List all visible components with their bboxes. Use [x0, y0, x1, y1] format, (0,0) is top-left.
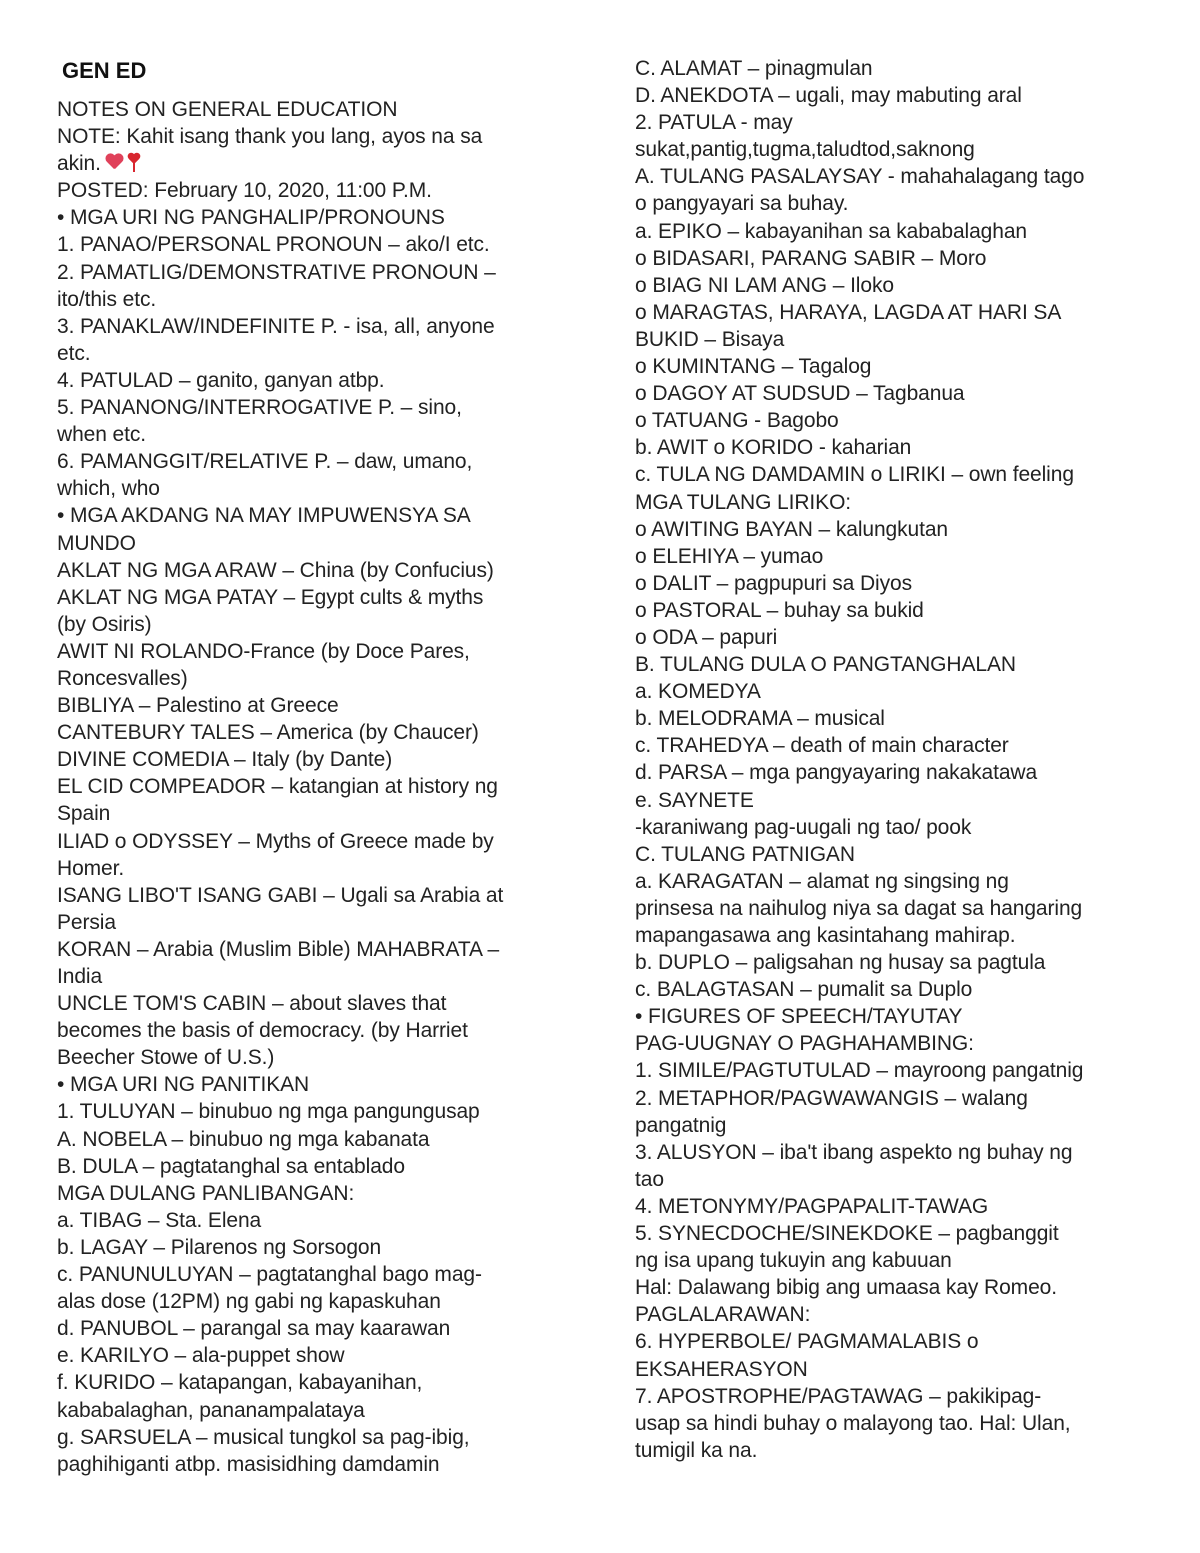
text-line: [635, 1437, 1084, 1464]
text-line: [57, 1207, 503, 1234]
text-line-content: 1. SIMILE/PAGTUTULAD – mayroong pangatnig: [635, 1059, 1084, 1083]
text-line-content: India: [57, 965, 103, 988]
text-line-content: POSTED: February 10, 2020, 11:00 P.M.: [57, 179, 432, 203]
text-line: [635, 1328, 1084, 1355]
text-line: [635, 759, 1084, 786]
text-line-content: b. LAGAY – Pilarenos ng Sorsogon: [57, 1235, 382, 1259]
text-line-content: D. ANEKDOTA – ugali, may mabuting aral: [635, 84, 1022, 108]
text-line: [635, 1247, 1084, 1274]
text-line: [635, 190, 1084, 217]
text-line-content: o DALIT – pagpupuri sa Diyos: [635, 571, 912, 595]
text-line: [57, 1234, 503, 1261]
text-line: [57, 963, 503, 990]
text-line: [57, 665, 503, 692]
text-line: [57, 557, 503, 584]
text-line-content: Persia: [57, 910, 116, 934]
text-line-content: CANTEBURY TALES – America (by Chaucer): [57, 721, 479, 745]
text-line: [57, 1098, 503, 1125]
text-line-content: B. TULANG DULA O PANGTANGHALAN: [635, 653, 1016, 677]
text-line: [635, 245, 1084, 272]
text-line: [57, 1261, 503, 1288]
text-line-content: akin.: [57, 152, 101, 176]
text-line: [635, 1166, 1084, 1193]
text-line: [57, 1369, 503, 1396]
text-line-content: • MGA URI NG PANITIKAN: [57, 1073, 310, 1097]
text-line: [57, 367, 503, 394]
text-line: [635, 489, 1084, 516]
text-line: [57, 177, 503, 204]
text-line: [57, 313, 503, 340]
text-line-content: f. KURIDO – katapangan, kabayanihan,: [57, 1371, 423, 1395]
text-line: [635, 218, 1084, 245]
text-line: [57, 1126, 503, 1153]
text-line-content: ito/this etc.: [57, 287, 157, 311]
text-line: [635, 895, 1084, 922]
text-line-content: o BIAG NI LAM ANG – Iloko: [635, 273, 894, 297]
text-line-content: when etc.: [57, 423, 146, 447]
text-line-content: Homer.: [57, 856, 125, 880]
text-line-content: g. SARSUELA – musical tungkol sa pag-ibig,: [57, 1425, 470, 1449]
text-line-content: c. BALAGTASAN – pumalit sa Duplo: [635, 978, 973, 1002]
text-line-content: e. SAYNETE: [635, 788, 754, 812]
text-line-content: MGA DULANG PANLIBANGAN:: [57, 1181, 355, 1205]
text-line-content: 3. PANAKLAW/INDEFINITE P. - isa, all, anyone: [57, 314, 495, 338]
text-line: [57, 1071, 503, 1098]
text-line-content: a. TIBAG – Sta. Elena: [57, 1208, 262, 1232]
text-line-content: sukat,pantig,tugma,taludtod,saknong: [635, 138, 975, 162]
sparkling-heart-icon: [105, 154, 124, 171]
text-line-content: o ELEHIYA – yumao: [635, 544, 824, 568]
text-line: [635, 868, 1084, 895]
text-line: [635, 516, 1084, 543]
text-line: [635, 407, 1084, 434]
text-line: [57, 1288, 503, 1315]
text-line-content: B. DULA – pagtatanghal sa entablado: [57, 1154, 405, 1178]
text-line: [57, 1153, 503, 1180]
text-line-content: o TATUANG - Bagobo: [635, 409, 839, 433]
text-line: [635, 380, 1084, 407]
text-line-content: 6. HYPERBOLE/ PAGMAMALABIS o: [635, 1330, 979, 1354]
text-line-content: A. TULANG PASALAYSAY - mahahalagang tago: [635, 165, 1085, 189]
text-line: [635, 55, 1084, 82]
text-line-content: BIBLIYA – Palestino at Greece: [57, 694, 339, 718]
text-line: [635, 949, 1084, 976]
text-line: [57, 1397, 503, 1424]
text-line-content: o BIDASARI, PARANG SABIR – Moro: [635, 246, 987, 270]
text-line-content: b. MELODRAMA – musical: [635, 707, 885, 731]
text-line-content: b. DUPLO – paligsahan ng husay sa pagtula: [635, 951, 1046, 975]
text-line-content: a. EPIKO – kabayanihan sa kababalaghan: [635, 219, 1027, 243]
text-line-content: MUNDO: [57, 531, 136, 555]
text-line-content: tao: [635, 1167, 664, 1191]
text-line: [635, 326, 1084, 353]
text-line: [57, 502, 503, 529]
text-line: [635, 922, 1084, 949]
text-line: [635, 1220, 1084, 1247]
text-line-content: becomes the basis of democracy. (by Harriet: [57, 1019, 468, 1043]
text-line-content: tumigil ka na.: [635, 1438, 758, 1462]
text-line: [635, 299, 1084, 326]
text-line-content: PAG-UUGNAY O PAGHAHAMBING:: [635, 1032, 974, 1056]
left-column-text: [57, 96, 503, 1478]
text-line: [635, 1383, 1084, 1410]
text-line: [635, 976, 1084, 1003]
text-line-content: 4. METONYMY/PAGPAPALIT-TAWAG: [635, 1194, 989, 1218]
text-line-content: EL CID COMPEADOR – katangian at history ng: [57, 775, 498, 799]
text-line-content: C. TULANG PATNIGAN: [635, 842, 855, 866]
text-line-content: Hal: Dalawang bibig ang umaasa kay Romeo.: [635, 1276, 1057, 1300]
text-line: [635, 705, 1084, 732]
text-line: [57, 828, 503, 855]
text-line: [635, 543, 1084, 570]
text-line: [635, 461, 1084, 488]
text-line: [635, 814, 1084, 841]
text-line-content: EKSAHERASYON: [635, 1357, 808, 1381]
text-line: [57, 204, 503, 231]
text-line-content: • MGA AKDANG NA MAY IMPUWENSYA SA: [57, 504, 471, 528]
text-line-content: o ODA – papuri: [635, 625, 778, 649]
text-line-content: o pangyayari sa buhay.: [635, 192, 849, 216]
text-line: [57, 855, 503, 882]
text-line: [635, 597, 1084, 624]
text-line: [57, 1017, 503, 1044]
text-line: [57, 394, 503, 421]
text-line-content: o DAGOY AT SUDSUD – Tagbanua: [635, 382, 965, 406]
text-line-content: o PASTORAL – buhay sa bukid: [635, 598, 924, 622]
text-line-content: 4. PATULAD – ganito, ganyan atbp.: [57, 368, 385, 392]
text-line: [635, 1057, 1084, 1084]
text-line-content: paghihiganti atbp. masisidhing damdamin: [57, 1452, 440, 1476]
text-line: [57, 1044, 503, 1071]
text-line: [57, 719, 503, 746]
text-line-content: C. ALAMAT – pinagmulan: [635, 57, 873, 80]
text-line-content: e. KARILYO – ala-puppet show: [57, 1344, 345, 1368]
text-line-content: o KUMINTANG – Tagalog: [635, 355, 872, 379]
text-line: [635, 1356, 1084, 1383]
text-line: [57, 611, 503, 638]
text-line: [635, 272, 1084, 299]
text-line: [635, 136, 1084, 163]
text-line: [57, 1342, 503, 1369]
text-line-content: mapangasawa ang kasintahang mahirap.: [635, 924, 1016, 947]
text-line-content: MGA TULANG LIRIKO:: [635, 490, 852, 514]
text-line: [57, 1315, 503, 1342]
text-line-content: BUKID – Bisaya: [635, 327, 785, 351]
text-line-content: A. NOBELA – binubuo ng mga kabanata: [57, 1127, 430, 1151]
text-line: [635, 841, 1084, 868]
text-line: [635, 1301, 1084, 1328]
text-line: [57, 123, 503, 150]
text-line-content: 3. ALUSYON – iba't ibang aspekto ng buhay ng: [635, 1140, 1073, 1164]
text-line-content: 6. PAMANGGIT/RELATIVE P. – daw, umano,: [57, 450, 473, 474]
text-line: [57, 1424, 503, 1451]
text-line-content: ILIAD o ODYSSEY – Myths of Greece made by: [57, 829, 494, 853]
text-line-content: Roncesvalles): [57, 666, 188, 690]
text-line: [635, 1085, 1084, 1112]
text-line: [57, 259, 503, 286]
text-line-content: 2. PATULA - may: [635, 111, 793, 135]
text-line: [57, 96, 503, 123]
text-line: [57, 990, 503, 1017]
text-line: [635, 1274, 1084, 1301]
text-line: [635, 434, 1084, 461]
text-line: [57, 909, 503, 936]
text-line: [635, 1003, 1084, 1030]
text-line-content: • MGA URI NG PANGHALIP/PRONOUNS: [57, 206, 445, 230]
text-line-content: AKLAT NG MGA ARAW – China (by Confucius): [57, 558, 494, 582]
text-line-content: (by Osiris): [57, 612, 152, 636]
text-line-content: NOTE: Kahit isang thank you lang, ayos na sa: [57, 125, 483, 149]
text-line: [57, 800, 503, 827]
text-line: [57, 1451, 503, 1478]
text-line: [635, 109, 1084, 136]
right-column-text: [635, 55, 1084, 1464]
text-line: [57, 1180, 503, 1207]
document-title: GEN ED: [62, 58, 147, 83]
text-line-content: Beecher Stowe of U.S.): [57, 1046, 275, 1070]
text-line: [57, 530, 503, 557]
text-line-content: c. PANUNULUYAN – pagtatanghal bago mag-: [57, 1263, 482, 1287]
text-line: [57, 448, 503, 475]
text-line: [57, 286, 503, 313]
text-line: [635, 163, 1084, 190]
text-line-content: Spain: [57, 802, 111, 826]
text-line-content: • FIGURES OF SPEECH/TAYUTAY: [635, 1005, 963, 1029]
text-line-content: alas dose (12PM) ng gabi ng kapaskuhan: [57, 1290, 441, 1314]
text-line: [57, 936, 503, 963]
text-line-content: 2. PAMATLIG/DEMONSTRATIVE PRONOUN –: [57, 260, 496, 284]
text-line-content: usap sa hindi buhay o malayong tao. Hal: Ulan,: [635, 1411, 1071, 1435]
text-line-content: b. AWIT o KORIDO - kaharian: [635, 436, 912, 460]
text-line: [635, 1193, 1084, 1220]
text-line: [635, 732, 1084, 759]
text-line: [57, 231, 503, 258]
text-line: [635, 1410, 1084, 1437]
text-line-content: 7. APOSTROPHE/PAGTAWAG – pakikipag-: [635, 1384, 1042, 1408]
text-line-content: pangatnig: [635, 1113, 727, 1137]
text-line: [57, 692, 503, 719]
text-line: [635, 651, 1084, 678]
text-line-content: 1. TULUYAN – binubuo ng mga pangungusap: [57, 1100, 480, 1124]
text-line-content: o AWITING BAYAN – kalungkutan: [635, 517, 949, 541]
text-line-content: 5. PANANONG/INTERROGATIVE P. – sino,: [57, 396, 462, 420]
text-line: [57, 882, 503, 909]
text-line-content: a. KOMEDYA: [635, 680, 761, 704]
text-line: [57, 584, 503, 611]
text-line: [57, 150, 503, 177]
text-line-content: AWIT NI ROLANDO-France (by Doce Pares,: [57, 639, 470, 663]
text-line-content: prinsesa na naihulog niya sa dagat sa hangaring: [635, 896, 1083, 920]
text-line: [635, 1139, 1084, 1166]
text-line: [635, 1030, 1084, 1057]
text-line-content: kababalaghan, pananampalataya: [57, 1398, 365, 1422]
text-line-content: KORAN – Arabia (Muslim Bible) MAHABRATA –: [57, 937, 500, 961]
text-line-content: NOTES ON GENERAL EDUCATION: [57, 98, 398, 121]
text-line-content: d. PARSA – mga pangyayaring nakakatawa: [635, 761, 1038, 785]
text-line: [57, 421, 503, 448]
text-line-content: o MARAGTAS, HARAYA, LAGDA AT HARI SA: [635, 300, 1062, 324]
text-line-content: DIVINE COMEDIA – Italy (by Dante): [57, 748, 393, 772]
text-line: [57, 475, 503, 502]
text-line: [57, 638, 503, 665]
text-line-content: d. PANUBOL – parangal sa may kaarawan: [57, 1317, 451, 1341]
text-line: [635, 570, 1084, 597]
text-line-content: which, who: [57, 477, 160, 501]
text-line-content: 1. PANAO/PERSONAL PRONOUN – ako/I etc.: [57, 233, 490, 257]
text-line-content: UNCLE TOM'S CABIN – about slaves that: [57, 992, 447, 1016]
text-line: [635, 624, 1084, 651]
text-line: [57, 746, 503, 773]
text-line: [635, 1112, 1084, 1139]
text-line-content: a. KARAGATAN – alamat ng singsing ng: [635, 869, 1009, 893]
text-line-content: 5. SYNECDOCHE/SINEKDOKE – pagbanggit: [635, 1222, 1059, 1246]
text-line-content: ISANG LIBO'T ISANG GABI – Ugali sa Arabia at: [57, 883, 504, 907]
text-line-content: c. TULA NG DAMDAMIN o LIRIKI – own feeling: [635, 463, 1074, 487]
text-line: [635, 353, 1084, 380]
text-line: [57, 340, 503, 367]
text-line-content: AKLAT NG MGA PATAY – Egypt cults & myths: [57, 585, 484, 609]
text-line-content: ng isa upang tukuyin ang kabuuan: [635, 1249, 952, 1273]
text-line-content: PAGLALARAWAN:: [635, 1303, 811, 1327]
text-line: [57, 773, 503, 800]
heart-exclamation-icon: [126, 153, 142, 172]
text-line: [635, 678, 1084, 705]
text-line: [635, 82, 1084, 109]
text-line-content: -karaniwang pag-uugali ng tao/ pook: [635, 815, 972, 839]
text-line-content: c. TRAHEDYA – death of main character: [635, 734, 1009, 758]
text-line: [635, 787, 1084, 814]
text-line-content: 2. METAPHOR/PAGWAWANGIS – walang: [635, 1086, 1028, 1110]
text-line-content: etc.: [57, 341, 91, 365]
